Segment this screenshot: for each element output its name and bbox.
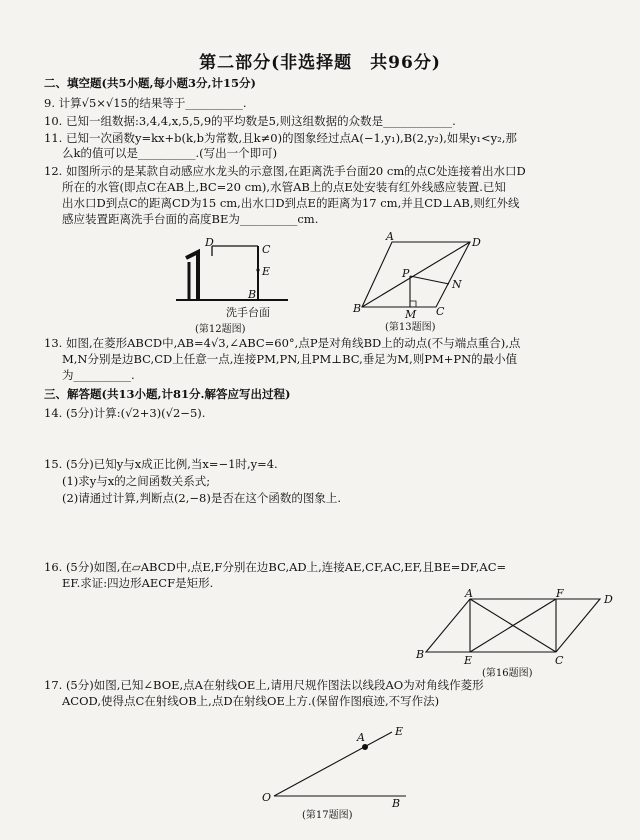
question-14: 14. (5分)计算:(√2+3)(√2−5). xyxy=(44,406,206,420)
question-16-line1: 16. (5分)如图,在▱ABCD中,点E,F分别在边BC,AD上,连接AE,CF,AC,EF,且BE=DF,AC= xyxy=(44,560,507,574)
fig17-point-a xyxy=(362,744,368,750)
question-17-line1: 17. (5分)如图,已知∠BOE,点A在射线OE上,请用尺规作图法以线段AO为对角线作菱形 xyxy=(44,678,484,692)
fig16-label-f: F xyxy=(556,587,564,600)
question-12-line3: 出水口D到点C的距离CD为15 cm,出水口D到点E的距离为17 cm,并且CD⊥AB,则红外线 xyxy=(62,196,520,210)
fig16-label-b: B xyxy=(416,648,425,661)
question-13-line3: 为__________. xyxy=(62,368,135,382)
fig13-label-p: P xyxy=(402,267,410,280)
question-17-line2: ACOD,使得点C在射线OB上,点D在射线OE上方.(保留作图痕迹,不写作法) xyxy=(62,694,440,708)
fig17-label-o: O xyxy=(262,791,272,804)
question-13-line2: M,N分别是边BC,CD上任意一点,连接PM,PN,且PM⊥BC,垂足为M,则PM+PN的最小值 xyxy=(62,352,518,366)
question-10: 10. 已知一组数据:3,4,4,x,5,5,9的平均数是5,则这组数据的众数是____________. xyxy=(44,114,456,128)
fig13-caption: (第13题图) xyxy=(385,322,436,333)
question-15-line2: (1)求y与x的之间函数关系式; xyxy=(62,474,211,488)
fig17-label-a: A xyxy=(357,731,365,744)
fig16-caption: (第16题图) xyxy=(482,668,533,679)
question-15-line3: (2)请通过计算,判断点(2,−8)是否在这个函数的图象上. xyxy=(62,491,341,505)
question-11-line2: 么k的值可以是__________.(写出一个即可) xyxy=(62,146,278,160)
question-12-line1: 12. 如图所示的是某款自动感应水龙头的示意图,在距离洗手台面20 cm的点C处连接着出水口D xyxy=(44,164,526,178)
fig17-label-e: E xyxy=(395,725,404,738)
question-9: 9. 计算√5×√15的结果等于__________. xyxy=(44,96,247,110)
fig12-label-e: E xyxy=(262,265,271,278)
question-15-line1: 15. (5分)已知y与x成正比例,当x=−1时,y=4. xyxy=(44,457,278,471)
fig12-label-d: D xyxy=(205,236,214,249)
section3-header: 三、解答题(共13小题,计81分.解答应写出过程) xyxy=(44,387,291,401)
fig13-label-b: B xyxy=(353,302,362,315)
part-title: 第二部分(非选择题 共96分) xyxy=(199,53,441,73)
question-16-line2: EF.求证:四边形AECF是矩形. xyxy=(62,576,214,590)
fig13-label-a: A xyxy=(386,230,394,243)
question-13-line1: 13. 如图,在菱形ABCD中,AB=4√3,∠ABC=60°,点P是对角线BD上的动点(不与端点重合),点 xyxy=(44,336,521,350)
fig16-label-d: D xyxy=(604,593,613,606)
section2-header: 二、填空题(共5小题,每小题3分,计15分) xyxy=(44,76,256,90)
fig13-label-d: D xyxy=(472,236,481,249)
question-12-line2: 所在的水管(即点C在AB上,BC=20 cm),水管AB上的点E处安装有红外线感应装置.已知 xyxy=(62,180,506,194)
fig17-caption: (第17题图) xyxy=(302,810,353,821)
fig12-caption: (第12题图) xyxy=(195,324,246,335)
fig12-label-b: B xyxy=(248,288,257,301)
fig13-label-n: N xyxy=(452,278,462,291)
fig13-label-c: C xyxy=(436,305,445,318)
fig16-label-a: A xyxy=(465,587,473,600)
question-11-line1: 11. 已知一次函数y=kx+b(k,b为常数,且k≠0)的图象经过点A(−1,y₁),B(2,y₂),如果y₁<y₂,那 xyxy=(44,131,517,145)
fig12-base-text: 洗手台面 xyxy=(226,306,270,319)
fig17-label-b: B xyxy=(392,797,401,810)
question-12-line4: 感应装置距离洗手台面的高度BE为__________cm. xyxy=(62,212,319,226)
fig13-label-m: M xyxy=(405,308,417,321)
fig16-label-c: C xyxy=(555,654,564,667)
fig16-label-e: E xyxy=(464,654,473,667)
fig12-label-c: C xyxy=(262,243,271,256)
